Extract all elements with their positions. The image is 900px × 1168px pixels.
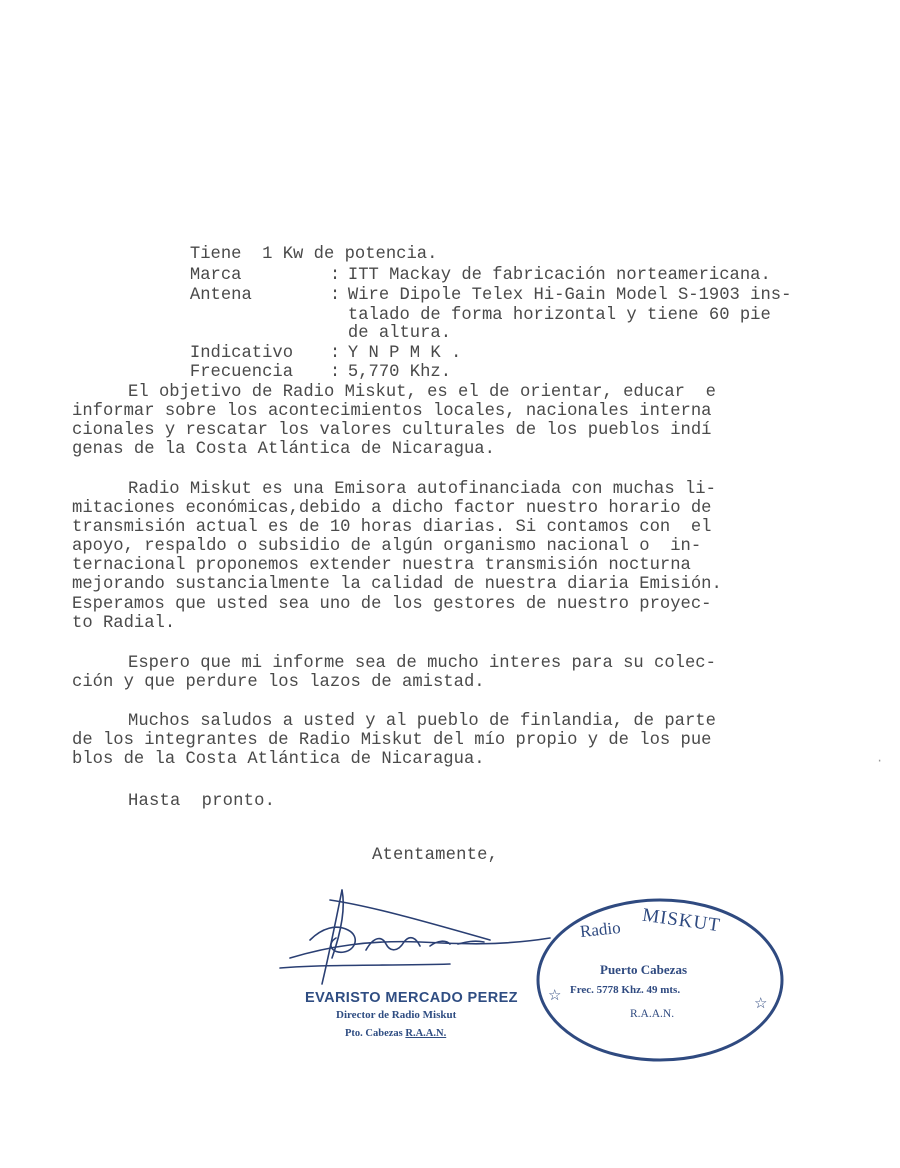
place-prefix: Pto. Cabezas [345, 1028, 403, 1039]
paragraph-line: El objetivo de Radio Miskut, es el de orientar, educar e [128, 383, 716, 402]
place-region: R.A.A.N. [405, 1028, 447, 1039]
stamp-frequency: Frec. 5778 Khz. 49 mts. [570, 984, 681, 996]
spec-colon: : [329, 286, 341, 305]
signatory-role: Director de Radio Miskut [336, 1009, 457, 1021]
margin-dot-icon: · [876, 754, 884, 768]
paragraph-line: Esperamos que usted sea uno de los gestores de nuestro proyec- [72, 594, 712, 614]
stamp-region: R.A.A.N. [630, 1008, 675, 1020]
paragraph-funding [72, 480, 792, 633]
stamp-station-name: MISKUT [640, 904, 722, 937]
paragraph-line: informar sobre los acontecimientos locales, nacionales interna [72, 402, 712, 422]
paragraph-line: apoyo, respaldo o subsidio de algún organismo nacional o in- [72, 537, 702, 557]
spec-label: Antena [189, 286, 252, 305]
paragraph-report [72, 654, 792, 692]
spec-value: Y N P M K . [347, 344, 462, 363]
paragraph-line: genas de la Costa Atlántica de Nicaragua. [72, 440, 495, 460]
spec-label: Indicativo [189, 344, 294, 363]
paragraph-greetings [72, 712, 792, 769]
spec-label: Marca [189, 266, 242, 285]
paragraph-line: de los integrantes de Radio Miskut del mío propio y de los pue [72, 731, 712, 751]
signatory-place [345, 1028, 446, 1039]
spec-value: ITT Mackay de fabricación norteamericana. [347, 266, 771, 285]
paragraph-line: blos de la Costa Atlántica de Nicaragua. [72, 750, 485, 770]
spec-colon: : [329, 363, 341, 382]
valediction: Atentamente, [372, 846, 499, 865]
paragraph-line: mitaciones económicas,debido a dicho factor nuestro horario de [72, 499, 712, 519]
spec-label: Frecuencia [189, 363, 294, 382]
signatory-name: EVARISTO MERCADO PEREZ [305, 990, 518, 1006]
paragraph-line: to Radial. [72, 613, 176, 633]
paragraph-line: Espero que mi informe sea de mucho interes para su colec- [128, 654, 716, 673]
paragraph-objective [72, 383, 792, 459]
paragraph-line: Radio Miskut es una Emisora autofinanciada con muchas li- [128, 480, 716, 499]
spec-power-text: Tiene 1 Kw de potencia. [189, 245, 438, 264]
spec-value: talado de forma horizontal y tiene 60 pie [347, 306, 771, 325]
spec-value: 5,770 Khz. [347, 363, 452, 382]
paragraph-line: mejorando sustancialmente la calidad de nuestra diaria Emisión. [72, 575, 722, 595]
radio-station-stamp [534, 888, 786, 1064]
paragraph-line: transmisión actual es de 10 horas diarias. Si contamos con el [72, 518, 712, 538]
spec-value: de altura. [347, 324, 452, 343]
paragraph-line: ción y que perdure los lazos de amistad. [72, 673, 485, 693]
star-icon: ☆ [548, 988, 562, 1004]
spec-value: Wire Dipole Telex Hi-Gain Model S-1903 ins- [347, 286, 792, 305]
spec-colon: : [329, 266, 341, 285]
handwritten-signature [270, 880, 560, 990]
paragraph-line: cionales y rescatar los valores culturales de los pueblos indí [72, 421, 712, 441]
stamp-city: Puerto Cabezas [600, 962, 688, 977]
paragraph-line: ternacional proponemos extender nuestra transmisión nocturna [72, 556, 691, 576]
stamp-radio: Radio [579, 917, 622, 942]
spec-colon: : [329, 344, 341, 363]
closing-line: Hasta pronto. [128, 792, 276, 811]
paragraph-line: Muchos saludos a usted y al pueblo de finlandia, de parte [128, 712, 716, 731]
star-icon: ☆ [754, 996, 768, 1012]
